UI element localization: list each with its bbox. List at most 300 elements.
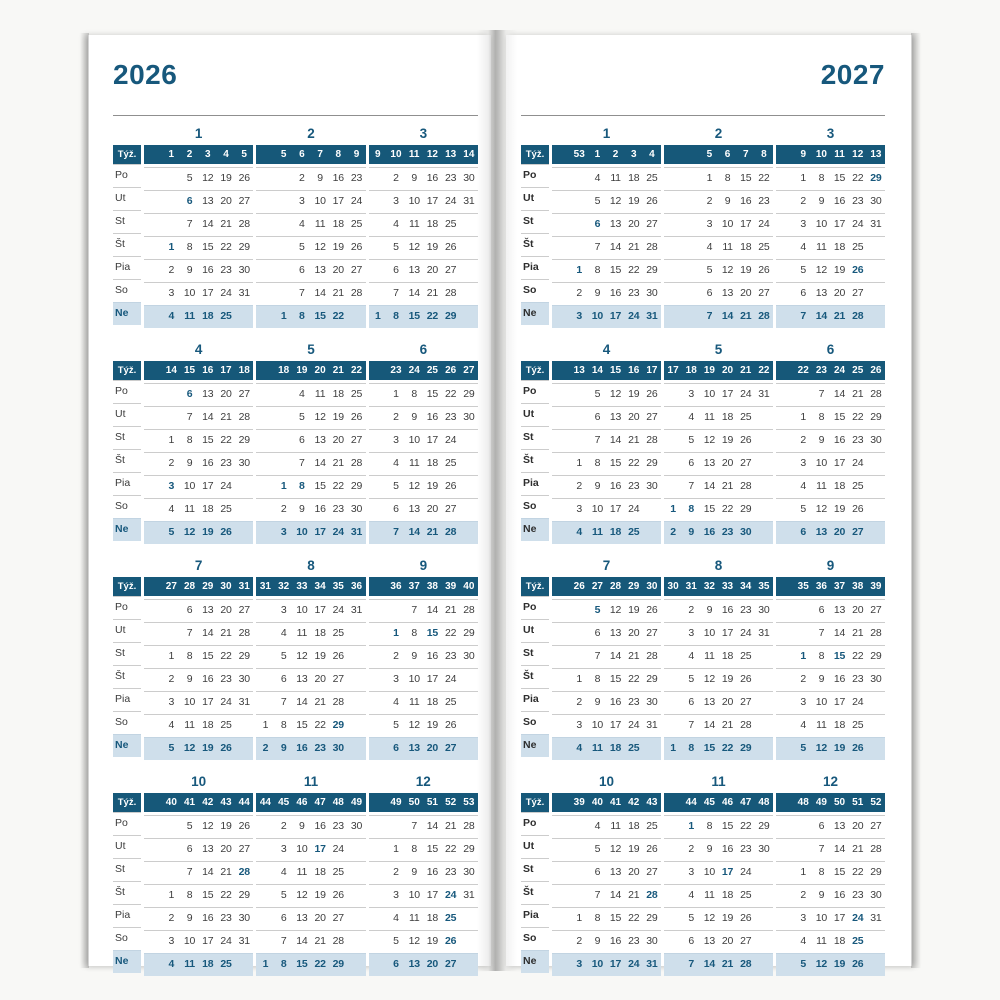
day-cell: 8 <box>706 820 713 832</box>
day-cell: 1 <box>262 958 269 970</box>
week-number-cell: 18 <box>685 365 697 376</box>
week-number-cell: 52 <box>445 797 457 808</box>
day-row <box>664 691 773 714</box>
week-number-cell: 19 <box>703 365 715 376</box>
day-cell: 30 <box>350 820 363 832</box>
day-cell <box>256 384 274 406</box>
day-cell <box>460 908 478 930</box>
week-number-cell: 41 <box>610 797 622 808</box>
page-2026 <box>88 35 491 970</box>
day-row <box>256 406 365 429</box>
day-cell: 30 <box>463 650 475 662</box>
day-cell: 24 <box>628 310 640 322</box>
day-row <box>369 691 478 714</box>
day-cell <box>235 306 253 328</box>
day-cell <box>664 623 682 645</box>
sunday-row <box>664 521 773 544</box>
week-number-cell <box>552 145 570 164</box>
day-cell: 8 <box>299 310 305 322</box>
day-cell: 17 <box>426 673 439 685</box>
month-group-row <box>113 558 478 760</box>
day-row <box>144 714 253 737</box>
day-cell: 5 <box>688 912 695 924</box>
week-number-bar <box>776 145 885 164</box>
week-number-cell: 22 <box>350 365 363 376</box>
day-cell <box>552 692 570 714</box>
day-row <box>369 282 478 305</box>
day-cell: 16 <box>426 866 439 878</box>
day-cell: 22 <box>758 172 770 184</box>
sunday-row <box>369 737 478 760</box>
day-cell: 25 <box>740 889 752 901</box>
day-cell <box>256 168 274 190</box>
sunday-row <box>552 737 661 760</box>
day-cell: 20 <box>332 434 344 446</box>
day-cell: 3 <box>576 958 583 970</box>
day-cell: 18 <box>628 172 640 184</box>
day-cell <box>755 885 773 907</box>
day-cell <box>347 692 365 714</box>
day-cell <box>347 885 365 907</box>
day-cell: 2 <box>393 866 399 878</box>
day-cell: 26 <box>646 195 658 207</box>
day-cell: 27 <box>740 935 752 947</box>
month-group-row <box>521 342 885 544</box>
day-cell: 15 <box>408 310 420 322</box>
day-cell: 8 <box>724 172 731 184</box>
day-cell: 21 <box>426 526 439 538</box>
day-cell: 5 <box>800 264 807 276</box>
day-cell: 25 <box>646 172 658 184</box>
day-cell: 27 <box>646 218 658 230</box>
month-group-row <box>113 774 478 976</box>
day-row <box>552 930 661 953</box>
day-cell: 28 <box>463 604 475 616</box>
day-cell: 28 <box>445 287 457 299</box>
day-cell: 23 <box>220 912 232 924</box>
day-cell: 19 <box>721 434 734 446</box>
day-row <box>552 213 661 236</box>
day-cell: 4 <box>688 889 695 901</box>
day-cell <box>682 214 700 236</box>
day-row <box>664 452 773 475</box>
day-cell: 28 <box>350 457 363 469</box>
day-cell: 14 <box>202 218 214 230</box>
day-row <box>144 907 253 930</box>
day-cell: 30 <box>758 843 770 855</box>
month-block <box>369 342 478 544</box>
day-cell <box>664 954 682 976</box>
week-number-cell: 35 <box>797 581 809 592</box>
day-cell: 21 <box>628 434 640 446</box>
day-cell: 3 <box>168 935 175 947</box>
day-cell: 10 <box>815 457 828 469</box>
day-cell: 10 <box>183 480 196 492</box>
day-row <box>664 213 773 236</box>
day-cell: 14 <box>202 411 214 423</box>
day-cell: 28 <box>332 935 344 947</box>
month-block <box>369 774 478 976</box>
day-cell: 31 <box>646 310 658 322</box>
day-cell: 29 <box>870 650 882 662</box>
day-cell <box>776 646 794 668</box>
day-cell: 25 <box>220 719 232 731</box>
day-cell: 30 <box>870 195 882 207</box>
day-cell: 10 <box>703 866 716 878</box>
day-cell: 21 <box>721 958 734 970</box>
day-cell: 11 <box>592 742 603 754</box>
day-cell: 7 <box>393 287 399 299</box>
day-cell: 8 <box>594 673 601 685</box>
day-cell: 6 <box>800 287 807 299</box>
week-number-cell: 47 <box>740 797 752 808</box>
sunday-row <box>369 953 478 976</box>
day-cell: 17 <box>609 958 622 970</box>
day-row <box>369 498 478 521</box>
day-cell: 1 <box>670 742 676 754</box>
day-cell: 6 <box>594 627 601 639</box>
day-cell: 16 <box>833 195 846 207</box>
day-cell: 7 <box>393 526 399 538</box>
day-row <box>144 668 253 691</box>
day-cell <box>369 191 387 213</box>
day-cell: 25 <box>332 866 344 878</box>
day-cell: 8 <box>280 958 287 970</box>
day-cell <box>275 453 293 475</box>
day-row <box>776 838 885 861</box>
day-cell: 4 <box>393 218 399 230</box>
day-cell: 9 <box>706 843 713 855</box>
day-cell: 22 <box>220 650 232 662</box>
day-cell: 7 <box>280 935 287 947</box>
day-cell <box>570 384 588 406</box>
day-cell: 15 <box>703 742 716 754</box>
day-cell: 29 <box>870 866 882 878</box>
day-cell: 31 <box>758 627 770 639</box>
day-rows <box>369 167 478 328</box>
month-block <box>776 774 885 976</box>
day-cell: 21 <box>332 457 344 469</box>
day-row <box>256 815 365 838</box>
week-number-bar <box>256 793 365 812</box>
day-cell: 26 <box>445 241 457 253</box>
day-cell: 4 <box>594 820 601 832</box>
day-cell: 17 <box>202 935 214 947</box>
day-cell: 11 <box>816 480 827 492</box>
day-cell: 15 <box>609 912 622 924</box>
day-cell <box>460 954 478 976</box>
day-cell <box>664 306 682 328</box>
day-cell: 8 <box>186 650 193 662</box>
day-label: Ne <box>113 518 141 541</box>
day-cell: 10 <box>183 935 196 947</box>
day-cell <box>664 646 682 668</box>
week-number-bar <box>664 145 773 164</box>
day-cell: 11 <box>296 627 308 639</box>
week-number-cell: 25 <box>426 365 438 376</box>
day-row <box>369 714 478 737</box>
day-cell <box>570 214 588 236</box>
day-cell <box>369 669 387 691</box>
week-number-cell: 9 <box>374 149 381 160</box>
day-cell: 31 <box>463 889 475 901</box>
day-cell: 24 <box>220 696 232 708</box>
day-cell: 28 <box>646 889 658 901</box>
week-number-cell: 30 <box>667 581 679 592</box>
sunday-row <box>664 737 773 760</box>
day-cell: 12 <box>609 195 622 207</box>
day-cell <box>256 862 274 884</box>
day-label: Po <box>521 164 549 187</box>
day-cell: 23 <box>628 696 640 708</box>
day-cell: 6 <box>299 434 305 446</box>
day-cell <box>867 306 885 328</box>
week-number-cell: 31 <box>685 581 697 592</box>
month-block <box>256 342 365 544</box>
week-number-bar <box>144 577 253 596</box>
day-cell: 6 <box>594 866 601 878</box>
day-cell: 29 <box>238 650 250 662</box>
day-cell: 16 <box>833 889 846 901</box>
day-row <box>552 714 661 737</box>
day-cell <box>643 738 661 760</box>
day-cell: 15 <box>721 820 734 832</box>
day-label: St <box>521 426 549 449</box>
day-cell <box>867 476 885 498</box>
day-cell: 10 <box>591 958 604 970</box>
day-cell: 28 <box>238 218 250 230</box>
day-cell: 19 <box>833 742 846 754</box>
day-row <box>369 383 478 406</box>
day-cell <box>256 283 274 305</box>
day-cell <box>387 600 405 622</box>
week-number-bar <box>664 793 773 812</box>
day-cell <box>664 669 682 691</box>
day-cell: 21 <box>852 627 864 639</box>
week-number-cell: 43 <box>220 797 232 808</box>
day-cell: 13 <box>314 434 326 446</box>
day-cell: 26 <box>646 388 658 400</box>
day-cell: 8 <box>688 503 695 515</box>
header-divider <box>521 115 885 116</box>
month-number: 5 <box>307 342 315 357</box>
day-cell: 28 <box>870 843 882 855</box>
day-cell: 27 <box>740 696 752 708</box>
day-cell: 15 <box>296 719 308 731</box>
week-number-cell <box>664 793 682 812</box>
day-row <box>776 383 885 406</box>
day-cell <box>552 669 570 691</box>
day-cell: 21 <box>628 650 640 662</box>
month-number: 10 <box>191 774 207 789</box>
day-cell: 2 <box>168 912 175 924</box>
label-spacer <box>113 126 141 145</box>
day-row <box>144 406 253 429</box>
day-cell: 14 <box>202 627 214 639</box>
day-cell <box>664 692 682 714</box>
day-row <box>256 236 365 259</box>
day-row <box>369 815 478 838</box>
day-cell: 27 <box>238 843 250 855</box>
day-row <box>776 236 885 259</box>
day-row <box>664 599 773 622</box>
week-number-cell: 29 <box>628 581 640 592</box>
day-cell: 11 <box>408 912 420 924</box>
day-cell: 30 <box>463 411 475 423</box>
week-number-cell: 49 <box>815 797 827 808</box>
day-cell: 29 <box>758 820 770 832</box>
day-cell: 23 <box>220 457 232 469</box>
week-number-cell: 26 <box>573 581 585 592</box>
day-cell: 22 <box>628 457 640 469</box>
day-row <box>664 861 773 884</box>
day-cell <box>776 908 794 930</box>
day-cell <box>256 237 274 259</box>
day-cell <box>755 522 773 544</box>
day-cell: 1 <box>670 503 676 515</box>
day-row <box>144 838 253 861</box>
day-cell <box>664 816 682 838</box>
day-cell: 17 <box>202 480 214 492</box>
day-cell: 19 <box>220 172 232 184</box>
day-cell: 27 <box>852 287 864 299</box>
day-rows <box>664 815 773 976</box>
day-label: Pia <box>113 688 141 711</box>
day-cell: 26 <box>852 503 864 515</box>
day-cell: 2 <box>670 526 676 538</box>
day-cell: 3 <box>393 195 399 207</box>
day-cell <box>664 885 682 907</box>
day-cell: 9 <box>594 287 601 299</box>
day-row <box>552 838 661 861</box>
day-cell: 11 <box>408 218 420 230</box>
day-cell: 10 <box>815 218 828 230</box>
day-cell <box>144 407 162 429</box>
day-cell: 31 <box>463 195 475 207</box>
day-cell: 21 <box>721 480 734 492</box>
month-block <box>776 126 885 328</box>
day-row <box>664 282 773 305</box>
day-cell: 14 <box>426 820 439 832</box>
sunday-row <box>552 305 661 328</box>
day-cell: 27 <box>870 604 882 616</box>
day-cell: 19 <box>628 604 640 616</box>
day-cell: 23 <box>445 650 457 662</box>
day-cell <box>776 499 794 521</box>
day-cell: 31 <box>238 935 250 947</box>
week-number-bar <box>256 361 365 380</box>
day-cell: 5 <box>280 889 287 901</box>
day-cell: 11 <box>296 866 308 878</box>
week-number-cell: 46 <box>296 797 308 808</box>
day-cell: 17 <box>609 503 622 515</box>
day-cell: 7 <box>688 719 695 731</box>
day-cell: 19 <box>332 241 344 253</box>
day-cell <box>347 954 365 976</box>
day-cell: 13 <box>833 820 846 832</box>
week-number-cell: 35 <box>332 581 344 592</box>
label-spacer <box>521 342 549 361</box>
day-cell <box>369 260 387 282</box>
week-number-cell: 36 <box>815 581 827 592</box>
day-cell <box>664 283 682 305</box>
day-cell <box>144 862 162 884</box>
day-cell: 3 <box>280 526 287 538</box>
day-cell: 29 <box>740 742 752 754</box>
day-cell: 10 <box>703 388 716 400</box>
day-cell: 11 <box>816 241 827 253</box>
day-cell <box>369 384 387 406</box>
week-number-cell <box>256 361 274 380</box>
day-cell: 30 <box>870 434 882 446</box>
day-label: St <box>521 858 549 881</box>
day-cell: 8 <box>818 866 825 878</box>
day-label: So <box>113 495 141 518</box>
day-cell: 5 <box>299 411 305 423</box>
week-number-cell: 23 <box>815 365 827 376</box>
day-cell: 2 <box>393 411 399 423</box>
day-cell: 1 <box>576 912 583 924</box>
day-cell: 13 <box>703 696 716 708</box>
day-cell: 22 <box>445 843 457 855</box>
day-cell <box>552 862 570 884</box>
day-cell: 25 <box>350 218 363 230</box>
day-cell <box>256 260 274 282</box>
month-number: 4 <box>602 342 611 357</box>
month-block <box>144 126 253 328</box>
day-cell: 12 <box>202 820 214 832</box>
day-cell: 9 <box>411 172 418 184</box>
day-cell: 25 <box>332 627 344 639</box>
day-cell: 1 <box>168 889 175 901</box>
week-number-bar <box>256 145 365 164</box>
day-cell: 4 <box>800 480 807 492</box>
week-number-cell: 30 <box>220 581 232 592</box>
day-cell: 20 <box>852 604 864 616</box>
day-cell: 16 <box>833 673 846 685</box>
day-cell: 3 <box>688 388 695 400</box>
day-cell: 19 <box>628 388 640 400</box>
day-row <box>776 884 885 907</box>
day-cell: 2 <box>576 696 583 708</box>
day-cell: 6 <box>393 958 399 970</box>
day-cell <box>570 168 588 190</box>
day-cell <box>664 214 682 236</box>
day-cell: 10 <box>408 889 420 901</box>
day-cell: 20 <box>833 287 846 299</box>
day-cell: 23 <box>314 742 326 754</box>
day-label: Ut <box>113 835 141 858</box>
day-cell: 22 <box>721 742 734 754</box>
day-cell: 28 <box>852 310 864 322</box>
day-cell <box>867 692 885 714</box>
day-cell <box>162 862 180 884</box>
day-cell: 17 <box>833 457 846 469</box>
sunday-row <box>144 953 253 976</box>
week-number-cell: 50 <box>408 797 420 808</box>
day-cell: 22 <box>852 411 864 423</box>
day-cell: 24 <box>852 457 864 469</box>
week-number-cell: 15 <box>610 365 622 376</box>
week-number-bar <box>552 361 661 380</box>
day-cell <box>144 908 162 930</box>
day-cell <box>682 260 700 282</box>
day-cell: 20 <box>740 287 752 299</box>
day-row <box>776 668 885 691</box>
month-number: 10 <box>598 774 615 789</box>
day-cell: 16 <box>609 696 622 708</box>
day-cell: 4 <box>168 958 175 970</box>
